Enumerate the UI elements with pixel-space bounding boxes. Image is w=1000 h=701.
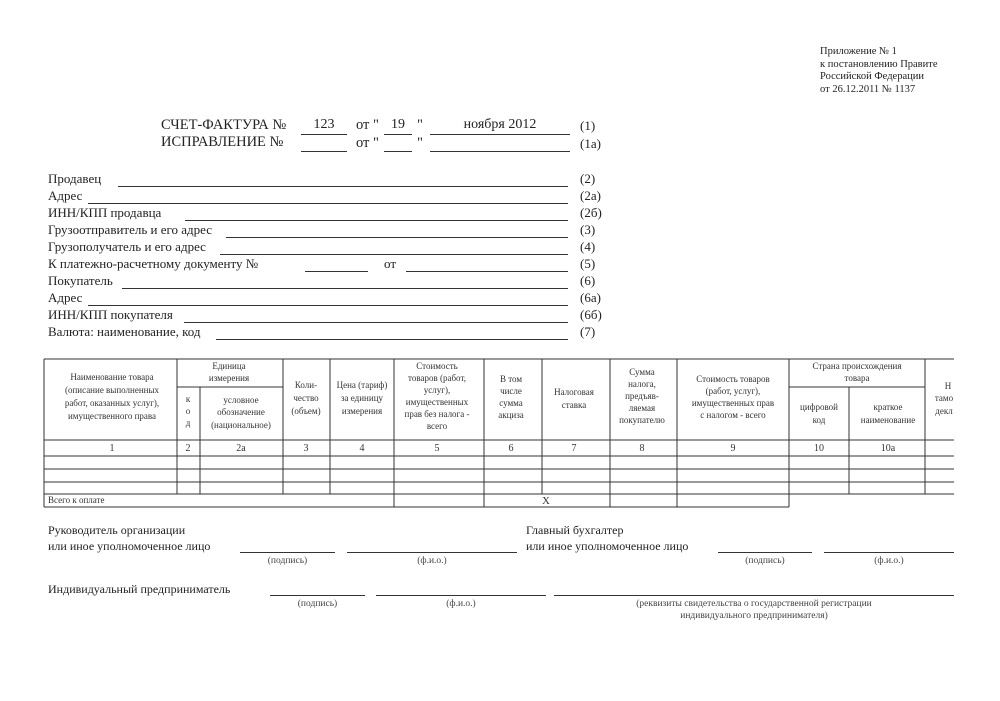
header-country-group: Страна происхождения <box>812 361 902 371</box>
column-number: 3 <box>303 443 309 454</box>
field-label: Адрес <box>48 290 83 305</box>
column-number: 7 <box>571 443 577 454</box>
header-c6: В том <box>499 374 523 384</box>
entrepreneur-name-caption: (ф.и.о.) <box>446 599 476 609</box>
field-code: (6б) <box>580 307 602 322</box>
header-c1-line: (описание выполненных <box>64 385 160 395</box>
header-c4: за единицу <box>340 393 384 403</box>
accountant-signature-input[interactable] <box>718 552 812 553</box>
header-c5: Стоимость <box>416 361 458 371</box>
header-c11: тамо <box>934 393 954 403</box>
field-label: Адрес <box>48 188 83 203</box>
field-label: Грузополучатель и его адрес <box>48 239 206 254</box>
header-c6: акциза <box>498 410 524 420</box>
header-c8: покупателю <box>619 415 665 425</box>
column-number: 8 <box>639 443 645 454</box>
accountant-name-caption: (ф.и.о.) <box>874 556 904 566</box>
header-c5: товаров (работ, <box>408 373 466 383</box>
head-name-input[interactable] <box>347 552 517 553</box>
field-code: (7) <box>580 324 596 339</box>
field-code: (5) <box>580 256 596 271</box>
header-c1-line: имущественного права <box>67 411 157 421</box>
entrepreneur-registration-caption: (реквизиты свидетельства о государственной регистрации <box>636 599 872 609</box>
field-payment-doc-from-label: от <box>384 256 397 271</box>
header-c3: Коли- <box>294 380 318 390</box>
correction-title: ИСПРАВЛЕНИЕ № <box>161 134 284 150</box>
appendix-line: Приложение № 1 <box>820 46 897 57</box>
header-c2a: условное <box>223 395 259 405</box>
column-number: 1 <box>109 443 115 454</box>
head-label-line2: или иное уполномоченное лицо <box>48 539 211 553</box>
field-code: (3) <box>580 222 596 237</box>
entrepreneur-signature-caption: (подпись) <box>297 599 338 609</box>
header-c9: имущественных прав <box>691 398 775 408</box>
head-label-line1: Руководитель организации <box>48 523 186 537</box>
field-code: (2) <box>580 171 596 186</box>
header-unit-group: Единица <box>212 361 246 371</box>
field-label: Грузоотправитель и его адрес <box>48 222 213 237</box>
header-c10: код <box>812 415 826 425</box>
head-signature-caption: (подпись) <box>267 556 308 566</box>
header-unit-group: измерения <box>208 373 250 383</box>
appendix-line: к постановлению Правите <box>820 58 938 70</box>
entrepreneur-registration-caption: индивидуального предпринимателя) <box>680 611 828 621</box>
field-label: К платежно-расчетному документу № <box>48 256 259 271</box>
header-c6: числе <box>500 386 522 396</box>
head-signature-input[interactable] <box>240 552 335 553</box>
header-c10a: краткое <box>873 402 903 412</box>
header-c7: ставка <box>561 400 587 410</box>
header-c10a: наименование <box>860 415 916 425</box>
field-label: ИНН/КПП покупателя <box>48 307 173 322</box>
header-c5: прав без налога - <box>404 409 470 419</box>
header-c2: д <box>185 418 191 428</box>
field-label: Валюта: наименование, код <box>48 324 201 339</box>
invoice-title: СЧЕТ-ФАКТУРА № <box>161 117 287 133</box>
invoice-date-field[interactable]: ноября 2012 <box>463 117 537 132</box>
header-c1-line: работ, оказанных услуг), <box>64 398 160 408</box>
header-c9: с налогом - всего <box>700 410 766 420</box>
header-c5: услуг), <box>423 385 451 395</box>
field-code: (2б) <box>580 205 602 220</box>
field-code: (6) <box>580 273 596 288</box>
invoice-quote-close: " <box>417 117 423 133</box>
total-label: Всего к оплате <box>48 495 105 505</box>
header-c8: предъяв- <box>625 391 659 401</box>
header-c4: измерения <box>341 406 383 416</box>
header-c11: декл <box>935 406 953 416</box>
column-number: 9 <box>730 443 736 454</box>
accountant-label-line1: Главный бухгалтер <box>526 523 624 537</box>
header-c10: цифровой <box>800 402 838 412</box>
correction-code: (1а) <box>580 136 601 151</box>
appendix-line: Российской Федерации <box>820 71 924 82</box>
column-number: 6 <box>508 443 514 454</box>
accountant-label-line2: или иное уполномоченное лицо <box>526 539 689 553</box>
column-number: 4 <box>359 443 365 454</box>
header-c2: к <box>185 394 191 404</box>
invoice-from-label: от " <box>356 117 379 133</box>
field-code: (6а) <box>580 290 601 305</box>
header-c6: сумма <box>499 398 523 408</box>
entrepreneur-label: Индивидуальный предприниматель <box>48 582 231 596</box>
invoice-day-field[interactable]: 19 <box>391 117 405 132</box>
header-c8: ляемая <box>628 403 656 413</box>
header-c3: (объем) <box>291 406 321 416</box>
header-c5: имущественных <box>405 397 469 407</box>
invoice-number-field[interactable]: 123 <box>313 117 335 132</box>
header-c2a: (национальное) <box>211 420 271 430</box>
appendix-line: от 26.12.2011 № 1137 <box>820 83 916 95</box>
header-c11: Н <box>944 381 952 391</box>
header-c5: всего <box>426 421 448 431</box>
header-c7: Налоговая <box>554 387 594 397</box>
header-country-group: товара <box>844 373 870 383</box>
header-c1-line: Наименование товара <box>70 372 154 382</box>
header-c8: Сумма <box>629 367 655 377</box>
header-c2a: обозначение <box>217 407 265 417</box>
field-label: Покупатель <box>48 273 113 288</box>
correction-quote-close: " <box>417 135 423 151</box>
column-number: 2 <box>185 443 191 454</box>
column-number: 5 <box>434 443 440 454</box>
header-c9: Стоимость товаров <box>696 374 770 384</box>
header-c3: чество <box>293 393 319 403</box>
invoice-code: (1) <box>580 118 596 133</box>
entrepreneur-signature-input[interactable] <box>270 595 365 596</box>
column-number: 10а <box>880 443 896 454</box>
column-number: 10 <box>814 443 824 454</box>
header-c4: Цена (тариф) <box>336 380 388 390</box>
header-c8: налога, <box>628 379 656 389</box>
field-code: (4) <box>580 239 596 254</box>
column-number: 2а <box>236 443 246 454</box>
total-excise-mark: X <box>542 495 550 507</box>
header-c2: о <box>185 406 191 416</box>
correction-from-label: от " <box>356 135 379 151</box>
field-label: ИНН/КПП продавца <box>48 205 162 220</box>
accountant-signature-caption: (подпись) <box>745 556 785 566</box>
field-label: Продавец <box>48 171 102 186</box>
entrepreneur-name-input[interactable] <box>376 595 546 596</box>
header-c9: (работ, услуг), <box>705 386 761 396</box>
field-code: (2а) <box>580 188 601 203</box>
head-name-caption: (ф.и.о.) <box>417 556 447 566</box>
accountant-name-input[interactable] <box>824 552 954 553</box>
entrepreneur-registration-input[interactable] <box>554 595 954 596</box>
